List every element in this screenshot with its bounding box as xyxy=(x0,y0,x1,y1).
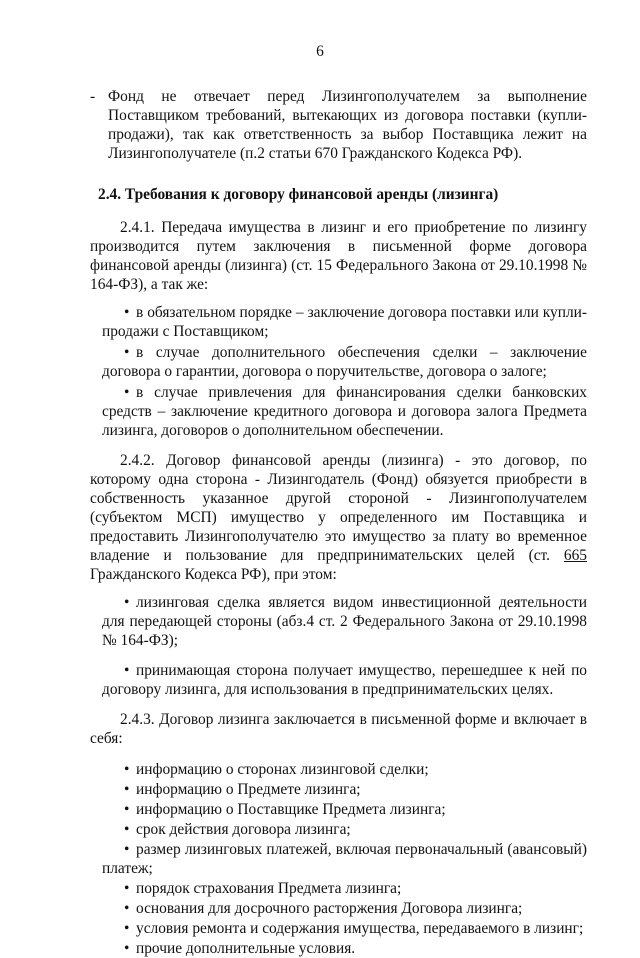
bullet-icon: • xyxy=(124,781,130,798)
list-item: • лизинговая сделка является видом инвестиционной деятельности для передающей стороны (абз.4 ст. 2 Федерального Закона от 29.10.1998 № 164-ФЗ); xyxy=(102,594,587,649)
bullet-icon: • xyxy=(124,384,130,401)
list-item: • принимающая сторона получает имущество, перешедшее к ней по договору лизинга, для использования в предпринимательских целях. xyxy=(102,662,587,698)
list-2-4-3 xyxy=(90,760,587,958)
paragraph-2-4-3: 2.4.3. Договор лизинга заключается в письменной форме и включает в себя: xyxy=(90,711,587,747)
list-item: • условия ремонта и содержания имущества, передаваемого в лизинг; xyxy=(124,920,584,937)
bullet-icon: • xyxy=(124,900,130,917)
paragraph-2-4-1: 2.4.1. Передача имущества в лизинг и его приобретение по лизингу производится путем заключения в письменной форме договора финансовой аренды (лизинга) (ст. 15 Федерального Закона от 29.10.1998 № 164-ФЗ), а так же: xyxy=(90,219,587,293)
bullet-icon: • xyxy=(124,594,130,611)
bullet-icon: • xyxy=(124,841,130,858)
bullet-icon: • xyxy=(124,344,130,361)
list-item: • порядок страхования Предмета лизинга; xyxy=(124,880,402,897)
paragraph-2-4-2: 2.4.2. Договор финансовой аренды (лизинга) - это договор, по которому одна сторона - Лизингодатель (Фонд) обязуется приобрести в собственность указанное другой стороной - Лизингополучателем (субъектом МСП) имущество у определенного им Поставщика и предоставить Лизингополучателю это имущество за плату во временное владение и пользование для предпринимательских целей (ст. 665 Гражданского Кодекса РФ), при этом: xyxy=(90,452,587,583)
list-2-4-2 xyxy=(90,593,587,699)
bullet-icon: • xyxy=(124,662,130,679)
bullet-icon: • xyxy=(124,821,130,838)
section-heading: 2.4. Требования к договору финансовой аренды (лизинга) xyxy=(98,186,499,203)
list-item: • срок действия договора лизинга; xyxy=(124,821,351,838)
list-item: • информацию о Поставщике Предмета лизинга; xyxy=(124,801,446,818)
list-item: • в обязательном порядке – заключение договора поставки или купли-продажи с Поставщиком; xyxy=(102,304,587,340)
bullet-icon: • xyxy=(124,304,130,321)
bullet-icon: • xyxy=(124,920,130,937)
bullet-icon: • xyxy=(124,880,130,897)
list-item: • прочие дополнительные условия. xyxy=(124,940,356,957)
list-item: • размер лизинговых платежей, включая первоначальный (авансовый) платеж; xyxy=(102,841,587,877)
list-item: • основания для досрочного расторжения Договора лизинга; xyxy=(124,900,523,917)
list-2-4-1 xyxy=(90,303,587,440)
list-item: • в случае дополнительного обеспечения сделки – заключение договора о гарантии, договора о поручительстве, договора о залоге; xyxy=(102,344,587,380)
page-number: 6 xyxy=(316,43,324,60)
list-item: • в случае привлечения для финансирования сделки банковских средств – заключение кредитного договора и договора залога Предмета лизинга, договоров о дополнительном обеспечении. xyxy=(102,384,587,439)
intro-paragraph xyxy=(90,87,587,163)
list-item: • информацию о Предмете лизинга; xyxy=(124,781,361,798)
article-link[interactable]: 665 xyxy=(563,547,587,564)
bullet-icon: • xyxy=(124,940,130,957)
list-item: • информацию о сторонах лизинговой сделки; xyxy=(124,761,429,778)
bullet-icon: • xyxy=(124,801,130,818)
dash-marker: - xyxy=(90,88,96,105)
page-content xyxy=(90,87,587,958)
bullet-icon: • xyxy=(124,761,130,778)
intro-text: Фонд не отвечает перед Лизингополучателем за выполнение Поставщиком требований, вытекающих из договора поставки (купли-продажи), так как ответственность за выбор Поставщика лежит на Лизингополучателе (п.2 статьи 670 Гражданского Кодекса РФ). xyxy=(108,88,587,162)
